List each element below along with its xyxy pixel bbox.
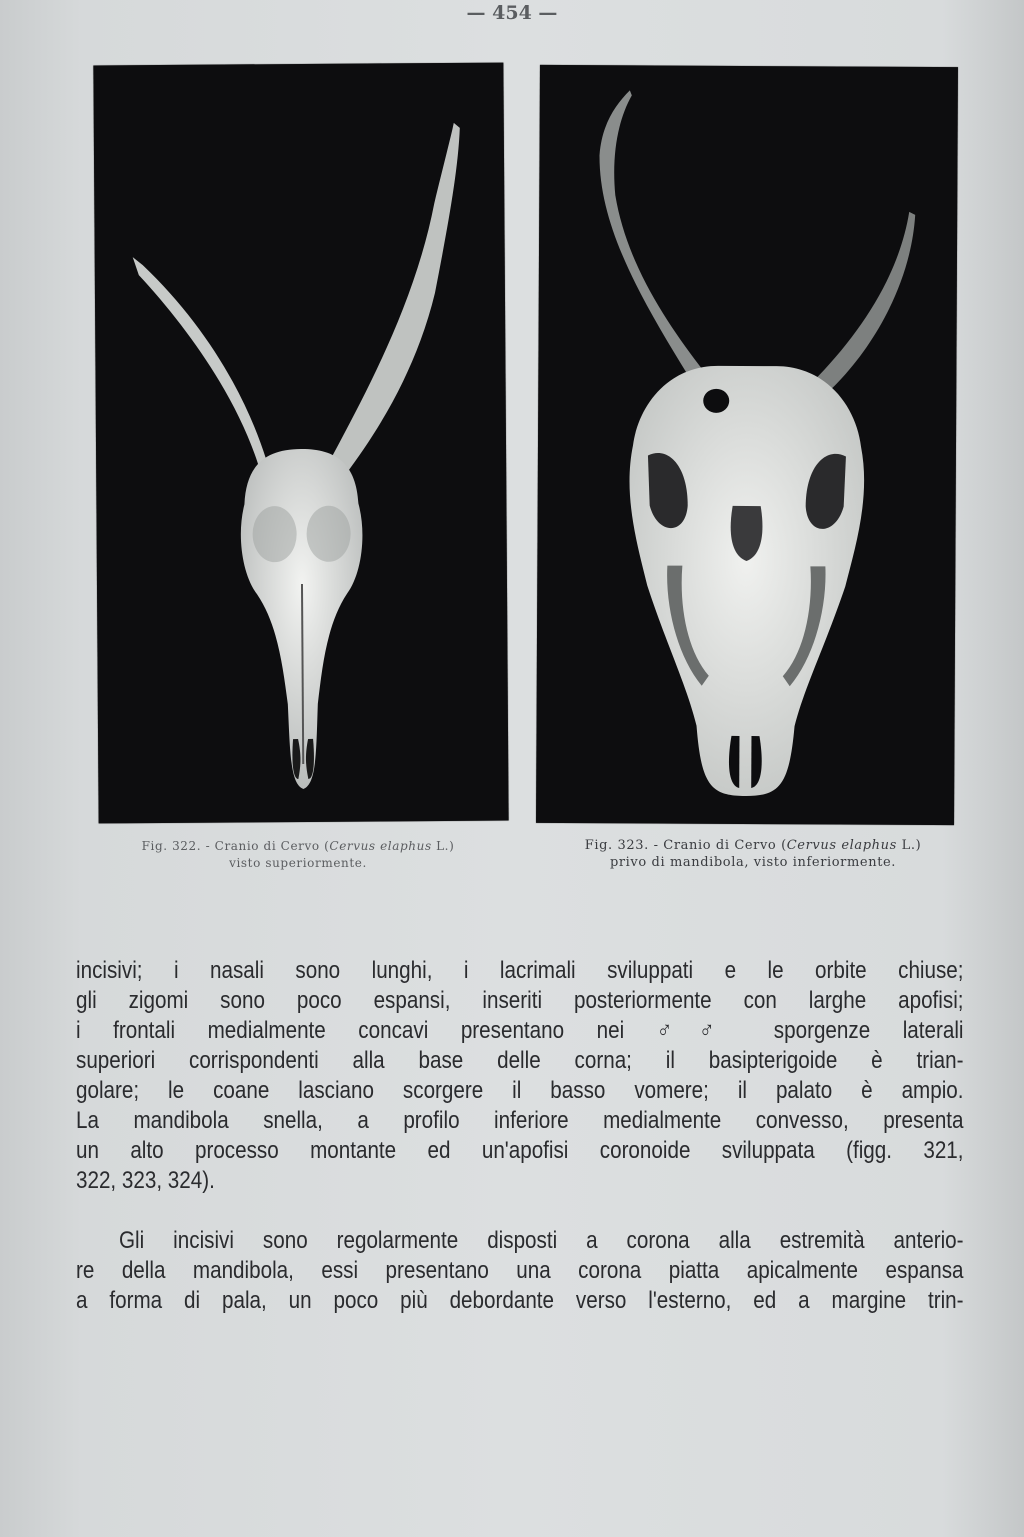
figure-323-caption (528, 837, 978, 871)
text-line: incisivi; i nasali sono lunghi, i lacrimali sviluppati e le orbite chiuse; (76, 957, 964, 984)
body-paragraph-2 (76, 1226, 964, 1316)
deer-skull-dorsal-illustration (93, 63, 508, 824)
text-line: golare; le coane lasciano scorgere il basso vomere; il palato è ampio. (76, 1077, 964, 1104)
text-line: superiori corrispondenti alla base delle corna; il basipterigoide è trian- (76, 1047, 964, 1074)
caption-prefix: Fig. 322. - Cranio di Cervo ( (141, 839, 330, 853)
caption-species: Cervus elaphus (329, 839, 432, 853)
caption-prefix: Fig. 323. - Cranio di Cervo ( (584, 838, 787, 853)
figure-323-photo (536, 65, 958, 825)
text-line: Gli incisivi sono regolarmente disposti a corona alla estremità anterio- (119, 1227, 964, 1254)
caption-species: Cervus elaphus (786, 838, 897, 853)
caption-suffix: L.) (431, 839, 455, 853)
caption-line2: visto superiormente. (229, 856, 367, 870)
figure-322-photo (93, 63, 508, 824)
caption-line2: privo di mandibola, visto inferiormente. (609, 855, 897, 870)
text-line: 322, 323, 324). (76, 1167, 215, 1194)
text-line: i frontali medialmente concavi presentano nei ♂♂ sporgenze laterali (76, 1017, 964, 1044)
figure-322-caption (78, 838, 518, 872)
page-number: — 454 — (466, 2, 558, 24)
text-line: un alto processo montante ed un'apofisi coronoide sviluppata (figg. 321, (76, 1137, 964, 1164)
text-line: gli zigomi sono poco espansi, inseriti posteriormente con larghe apofisi; (76, 987, 964, 1014)
body-paragraph-1 (76, 956, 964, 1196)
text-line: a forma di pala, un poco più debordante verso l'esterno, ed a margine trin- (76, 1287, 964, 1314)
text-line: re della mandibola, essi presentano una corona piatta apicalmente espansa (76, 1257, 964, 1284)
caption-suffix: L.) (896, 838, 922, 853)
deer-skull-ventral-illustration (536, 65, 958, 825)
text-line: La mandibola snella, a profilo inferiore medialmente convesso, presenta (76, 1107, 964, 1134)
